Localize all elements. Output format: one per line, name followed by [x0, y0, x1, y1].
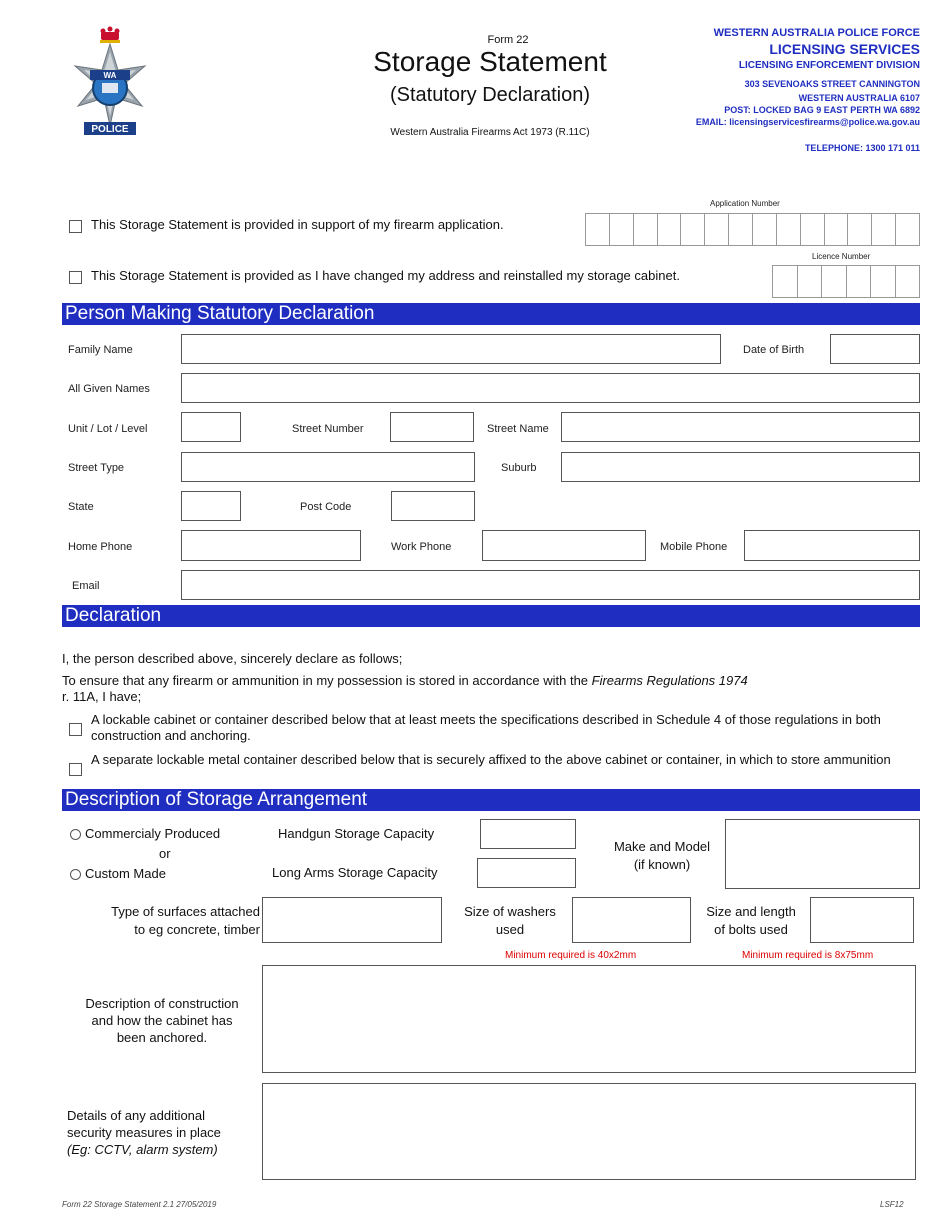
org-name: WESTERN AUSTRALIA POLICE FORCE [713, 27, 920, 39]
family-name-label: Family Name [68, 344, 133, 356]
org-address-2: WESTERN AUSTRALIA 6107 [798, 93, 920, 103]
construction-label-1: Description of construction [85, 996, 239, 1011]
declaration-regulations: Firearms Regulations 1974 [591, 673, 748, 688]
changed-address-checkbox[interactable] [69, 271, 82, 284]
work-phone-field[interactable] [482, 530, 646, 561]
handgun-capacity-field[interactable] [480, 819, 576, 849]
custom-made-radio[interactable] [70, 869, 81, 880]
construction-label [62, 995, 262, 1046]
home-phone-label: Home Phone [68, 541, 133, 553]
post-code-label: Post Code [300, 501, 352, 513]
make-model-label: Make and Model [613, 839, 711, 854]
declaration-ensure [62, 673, 920, 705]
surfaces-label-1: Type of surfaces attached [111, 904, 260, 919]
post-code-field[interactable] [391, 491, 475, 521]
licence-number-label: Licence Number [812, 252, 871, 261]
suburb-field[interactable] [561, 452, 920, 482]
form-title: Storage Statement [373, 46, 607, 77]
application-number-field[interactable] [585, 213, 920, 246]
declaration-intro: I, the person described above, sincerely declare as follows; [62, 651, 403, 666]
make-model-field[interactable] [725, 819, 920, 889]
or-label: or [159, 846, 171, 861]
long-arms-capacity-label: Long Arms Storage Capacity [272, 865, 438, 880]
washers-label-1: Size of washers [464, 904, 556, 919]
work-phone-label: Work Phone [391, 541, 452, 553]
mobile-phone-field[interactable] [744, 530, 920, 561]
declaration-ensure-end: r. 11A, I have; [62, 689, 142, 704]
ammunition-container-statement: A separate lockable metal container described below that is securely affixed to the above cabinet or container, in which to store ammunition [91, 752, 891, 767]
security-label-1: Details of any additional [67, 1108, 206, 1123]
security-label-2: security measures in place [67, 1125, 221, 1140]
street-name-label: Street Name [487, 423, 549, 435]
street-number-field[interactable] [390, 412, 474, 442]
org-division: LICENSING ENFORCEMENT DIVISION [738, 60, 920, 71]
construction-label-2: and how the cabinet has [91, 1013, 233, 1028]
declaration-ensure-start: To ensure that any firearm or ammunition in my possession is stored in accordance with the [62, 673, 592, 688]
logo-text-top: WA [103, 71, 117, 80]
street-name-field[interactable] [561, 412, 920, 442]
bolts-field[interactable] [810, 897, 914, 943]
unit-field[interactable] [181, 412, 241, 442]
footer-code: LSF12 [880, 1200, 904, 1209]
footer-version: Form 22 Storage Statement 2.1 27/05/2019 [62, 1200, 217, 1209]
org-service: LICENSING SERVICES [769, 41, 920, 57]
surfaces-field[interactable] [262, 897, 442, 943]
email-label: Email [72, 580, 100, 592]
bolts-label-1: Size and length [706, 904, 796, 919]
street-type-label: Street Type [68, 462, 125, 474]
org-email: EMAIL: licensingservicesfirearms@police.wa.gov.au [695, 117, 920, 127]
security-label [67, 1107, 221, 1158]
org-telephone: TELEPHONE: 1300 171 011 [804, 143, 920, 153]
unit-label: Unit / Lot / Level [68, 423, 148, 435]
given-names-label: All Given Names [68, 383, 150, 395]
washers-label-2: used [495, 922, 525, 937]
family-name-field[interactable] [181, 334, 721, 364]
security-measures-field[interactable] [262, 1083, 916, 1180]
street-type-field[interactable] [181, 452, 475, 482]
form-subtitle: (Statutory Declaration) [389, 84, 591, 106]
state-label: State [68, 501, 94, 513]
home-phone-field[interactable] [181, 530, 361, 561]
cabinet-statement: A lockable cabinet or container described below that at least meets the specifications described in Schedule 4 of those regulations in both construction and anchoring. [91, 712, 881, 743]
state-field[interactable] [181, 491, 241, 521]
cabinet-checkbox[interactable] [69, 723, 82, 736]
custom-made-label: Custom Made [85, 866, 166, 881]
washers-field[interactable] [572, 897, 691, 943]
storage-section-heading: Description of Storage Arrangement [62, 789, 920, 811]
application-number-label: Application Number [710, 199, 780, 208]
long-arms-capacity-field[interactable] [477, 858, 576, 888]
org-postal: POST: LOCKED BAG 9 EAST PERTH WA 6892 [724, 105, 920, 115]
surfaces-label-2: to eg concrete, timber [134, 922, 260, 937]
street-number-label: Street Number [292, 423, 364, 435]
washers-minimum-note: Minimum required is 40x2mm [505, 950, 637, 961]
given-names-field[interactable] [181, 373, 920, 403]
ammunition-container-checkbox[interactable] [69, 763, 82, 776]
act-reference: Western Australia Firearms Act 1973 (R.11C) [390, 127, 590, 138]
person-section-heading: Person Making Statutory Declaration [62, 303, 920, 325]
make-model-hint: (if known) [633, 857, 691, 872]
date-of-birth-field[interactable] [830, 334, 920, 364]
wa-police-crest-logo [60, 26, 160, 144]
changed-address-label: This Storage Statement is provided as I have changed my address and reinstalled my storage cabinet. [91, 268, 680, 283]
form-number: Form 22 [487, 34, 529, 46]
declaration-section-heading: Declaration [62, 605, 920, 627]
handgun-capacity-label: Handgun Storage Capacity [278, 826, 435, 841]
org-address-1: 303 SEVENOAKS STREET CANNINGTON [744, 79, 920, 89]
email-field[interactable] [181, 570, 920, 600]
bolts-minimum-note: Minimum required is 8x75mm [742, 950, 874, 961]
commercial-label: Commercialy Produced [85, 826, 221, 841]
logo-text-bottom: POLICE [91, 124, 129, 135]
suburb-label: Suburb [501, 462, 537, 474]
licence-number-field[interactable] [772, 265, 920, 298]
support-application-checkbox[interactable] [69, 220, 82, 233]
security-label-3: (Eg: CCTV, alarm system) [67, 1142, 218, 1157]
construction-label-3: been anchored. [116, 1030, 208, 1045]
date-of-birth-label: Date of Birth [743, 344, 805, 356]
commercial-radio[interactable] [70, 829, 81, 840]
support-application-label: This Storage Statement is provided in support of my firearm application. [91, 217, 504, 232]
construction-description-field[interactable] [262, 965, 916, 1073]
bolts-label-2: of bolts used [714, 922, 788, 937]
mobile-phone-label: Mobile Phone [660, 541, 728, 553]
